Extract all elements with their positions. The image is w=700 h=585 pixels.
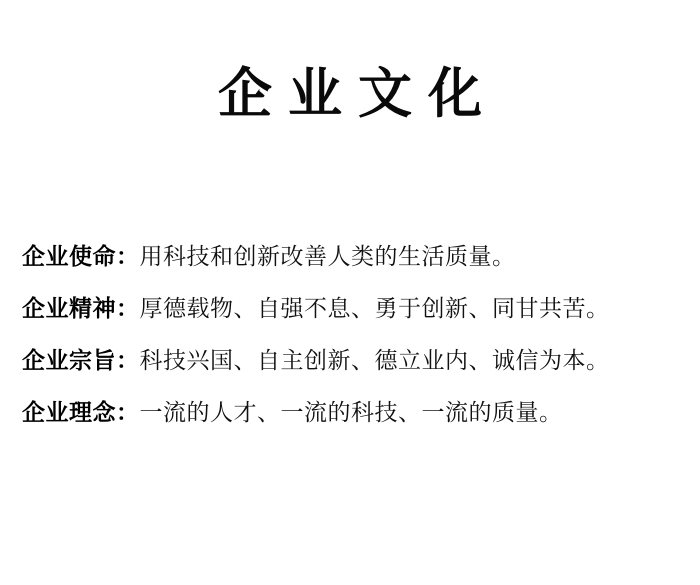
list-item-label: 企业理念： [22, 399, 140, 426]
list-item [22, 394, 682, 427]
list-item-text: 一流的人才、一流的科技、一流的质量。 [139, 400, 563, 426]
list-item-label: 企业精神： [22, 295, 140, 322]
list-item-text: 厚德载物、自强不息、勇于创新、同甘共苦。 [139, 296, 610, 322]
list-item [22, 342, 682, 375]
culture-list [22, 238, 682, 427]
list-item [22, 238, 682, 271]
list-item [22, 290, 682, 323]
list-item-text: 科技兴国、自主创新、德立业内、诚信为本。 [139, 348, 610, 374]
list-item-text: 用科技和创新改善人类的生活质量。 [139, 244, 516, 270]
list-item-label: 企业宗旨： [22, 347, 140, 374]
list-item-label: 企业使命： [22, 243, 140, 270]
page-title: 企业文化 [218, 61, 498, 125]
